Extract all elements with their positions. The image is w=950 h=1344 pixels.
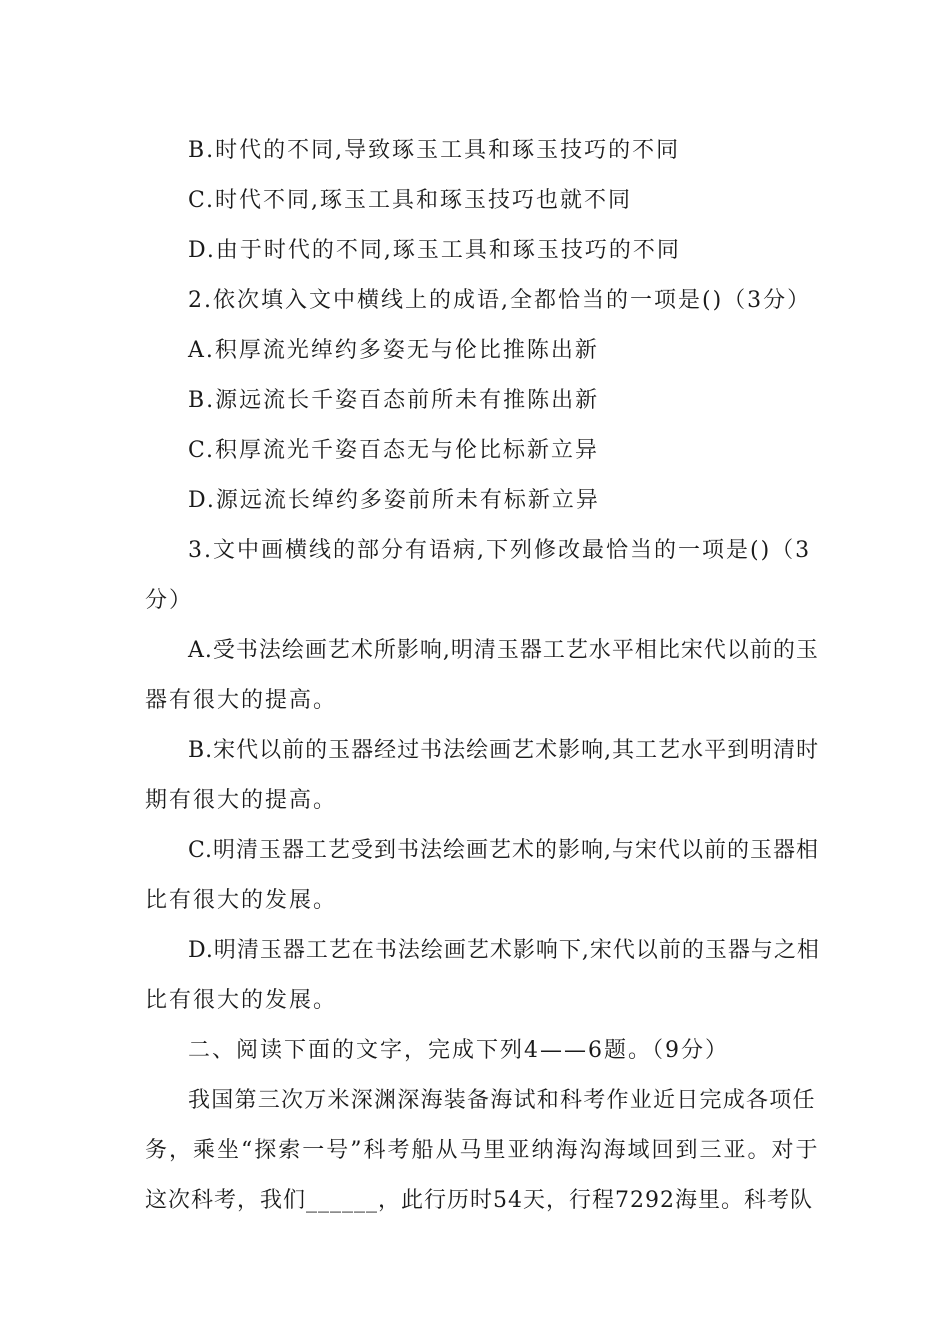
passage-paragraph-line-1: 我国第三次万米深渊深海装备海试和科考作业近日完成各项任 [188, 1088, 816, 1113]
q3-option-b-line-cont: 期有很大的提高。 [145, 788, 338, 813]
q3-option-a-line-cont: 器有很大的提高。 [145, 688, 338, 713]
option-c-line: C.时代不同,琢玉工具和琢玉技巧也就不同 [188, 188, 633, 213]
q3-option-c-line-cont: 比有很大的发展。 [145, 888, 338, 913]
question-3-line-cont: 分） [145, 588, 194, 613]
q2-option-c-line: C.积厚流光千姿百态无与伦比标新立异 [188, 438, 600, 463]
q2-option-a-line: A.积厚流光绰约多姿无与伦比推陈出新 [188, 338, 599, 363]
passage-paragraph-line-3: 这次科考，我们______，此行历时54天，行程7292海里。科考队 [145, 1188, 813, 1213]
passage-paragraph-line-2: 务，乘坐“探索一号”科考船从马里亚纳海沟海域回到三亚。对于 [145, 1138, 820, 1163]
q3-option-d-line-cont: 比有很大的发展。 [145, 988, 338, 1013]
q3-option-a-line: A.受书法绘画艺术所影响,明清玉器工艺水平相比宋代以前的玉 [188, 638, 819, 663]
option-d-line: D.由于时代的不同,琢玉工具和琢玉技巧的不同 [188, 238, 681, 263]
question-2-line: 2.依次填入文中横线上的成语,全都恰当的一项是()（3分） [188, 288, 812, 313]
q2-option-b-line: B.源远流长千姿百态前所未有推陈出新 [188, 388, 600, 413]
section-2-heading: 二、阅读下面的文字，完成下列4——6题。（9分） [188, 1038, 729, 1063]
q2-option-d-line: D.源远流长绰约多姿前所未有标新立异 [188, 488, 600, 513]
q3-option-b-line: B.宋代以前的玉器经过书法绘画艺术影响,其工艺水平到明清时 [188, 738, 820, 763]
q3-option-d-line: D.明清玉器工艺在书法绘画艺术影响下,宋代以前的玉器与之相 [188, 938, 820, 963]
option-b-line: B.时代的不同,导致琢玉工具和琢玉技巧的不同 [188, 138, 681, 163]
q3-option-c-line: C.明清玉器工艺受到书法绘画艺术的影响,与宋代以前的玉器相 [188, 838, 820, 863]
question-3-line: 3.文中画横线的部分有语病,下列修改最恰当的一项是()（3 [188, 538, 812, 563]
